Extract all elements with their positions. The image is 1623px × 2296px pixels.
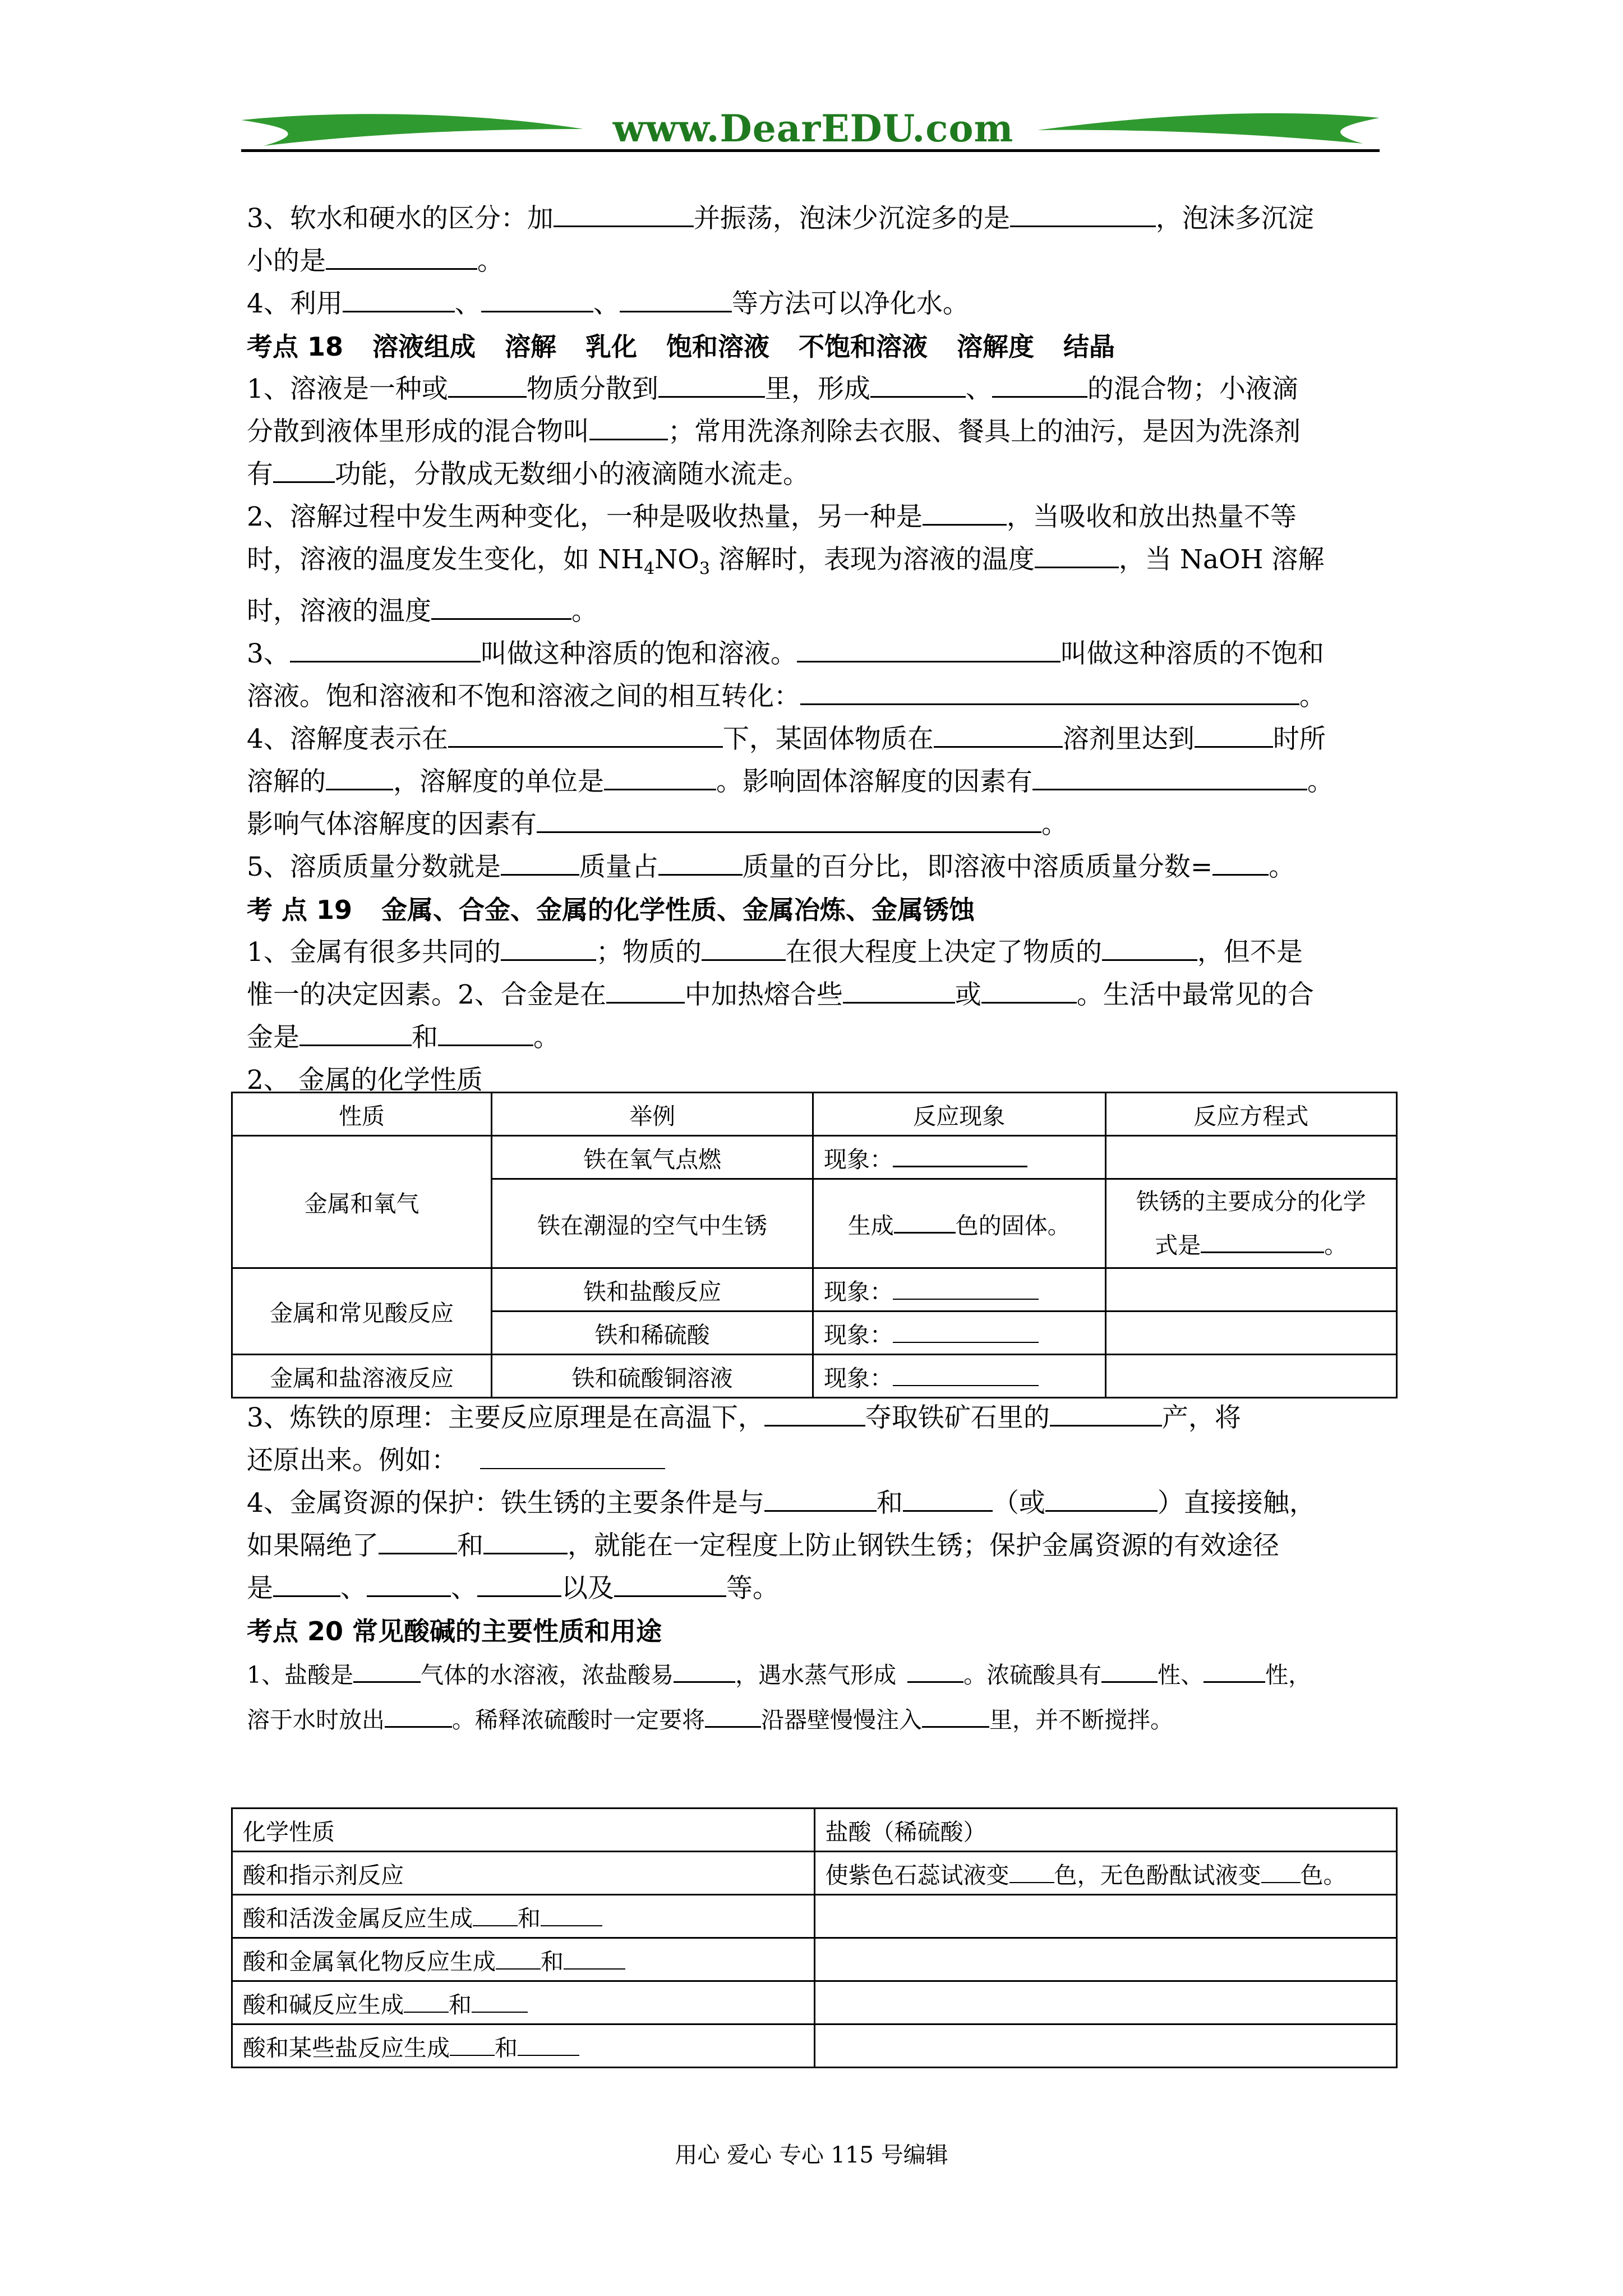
- blank[interactable]: [893, 1319, 1039, 1343]
- blank[interactable]: [992, 374, 1087, 398]
- table-row: 铁在潮湿的空气中生锈 生成 色的固体。 铁锈的主要成分的化学 式是 。: [232, 1179, 1397, 1268]
- blank[interactable]: [273, 1573, 340, 1597]
- blank[interactable]: [907, 1662, 963, 1683]
- blank[interactable]: [903, 1488, 993, 1512]
- blank[interactable]: [658, 852, 743, 876]
- table-header-row: 化学性质 盐酸（稀硫酸）: [232, 1809, 1397, 1852]
- blank[interactable]: [606, 979, 685, 1004]
- blank[interactable]: [893, 1363, 1039, 1386]
- item-saturated-solution: 3、 叫做这种溶质的饱和溶液。 叫做这种溶质的不饱和: [247, 638, 1324, 670]
- blank[interactable]: [1035, 544, 1119, 568]
- blank[interactable]: [1195, 724, 1273, 748]
- answer-cell[interactable]: [814, 1981, 1396, 2024]
- heading-kaodian-18: 考点 18 溶液组成 溶解 乳化 饱和溶液 不饱和溶液 溶解度 结晶: [247, 332, 1115, 362]
- blank[interactable]: [1102, 937, 1197, 961]
- blank[interactable]: [564, 1949, 625, 1970]
- blank[interactable]: [481, 288, 593, 312]
- item-metal-properties: 1、金属有很多共同的 ；物质的 在很大程度上决定了物质的 ，但不是: [247, 937, 1303, 968]
- blank[interactable]: [1045, 1488, 1158, 1512]
- blank[interactable]: [343, 288, 455, 312]
- blank[interactable]: [1010, 203, 1156, 227]
- table-row: 酸和指示剂反应 使紫色石蕊试液变 色，无色酚酞试液变 色。: [232, 1852, 1397, 1895]
- blank[interactable]: [448, 374, 527, 398]
- content: 3、软水和硬水的区分：加 并振荡，泡沫少沉淀多的是 ，泡沫多沉淀 小的是 。 4、利用 、 、 等方法可以净化水。 考点 18 溶液组成 溶解 乳化 饱和溶液 不饱和溶液 溶解度 结晶 1、溶液是一种或 物质分散到 里，形成 、 的混合物；小液滴 分散到液体里形成的混合物叫 ；常用洗涤剂除去衣服、餐具上的油污，是因为洗涤剂 有 功能，分散成无数细小的液滴随水流走。 2、溶解过程中发生两种变化，一种是吸收热量，另一种是 ，当吸收和放出热量不等 时，溶液的温度发生变化，如 $NH_4NO_3$ 溶解时，表现为溶液的温度 ，当 NaOH 溶解 时，溶液的温度 。 3、 叫做这种溶质的饱和溶液。 叫做这种溶质的不饱和 溶液。饱和溶液和不饱和溶液之间的相互转化： 。 4、溶解度表示在 下，某固体物质在 溶剂里达到 时所 溶解的 ，溶解度的单位是 。影响固体溶解度的因素有 。 影响气体溶解度的因素有 。 5、溶质质量分数就是 质量占 质量的百分比，即溶液中溶质质量分数= 。 考 点 19 金属、合金、金属的化学性质、金属冶炼、金属锈蚀 1、金属有很多共同的 ；物质的 在很大程度上决定了物质的 ，但不是 惟一的决定因素。2、合金是在 中加热熔合些 或 。生活中最常见的合 金是 和 。 2、 金属的化学性质: [247, 197, 1394, 1102]
- blank[interactable]: [438, 1022, 533, 1046]
- blank[interactable]: [674, 1662, 735, 1683]
- blank[interactable]: [658, 374, 765, 398]
- item-metal-protection: 4、金属资源的保护：铁生锈的主要条件是与 和 （或 ）直接接触，: [247, 1488, 1316, 1519]
- blank[interactable]: [501, 852, 579, 876]
- blank[interactable]: [473, 1906, 518, 1926]
- blank[interactable]: [483, 1530, 568, 1554]
- blank[interactable]: [541, 1906, 602, 1926]
- table-row: 酸和金属氧化物反应生成 和: [232, 1938, 1397, 1981]
- blank[interactable]: [870, 374, 966, 398]
- blank[interactable]: [554, 203, 694, 227]
- blank[interactable]: [326, 246, 477, 270]
- blank[interactable]: [518, 2036, 579, 2056]
- content-after-table: 3、炼铁的原理：主要反应原理是在高温下， 夺取铁矿石里的 产，将 还原出来。例如： 4、金属资源的保护：铁生锈的主要条件是与 和 （或 ）直接接触， 如果隔绝了 和 ，就能在一定程度上防止钢铁生锈；保护金属资源的有效途径 是 、 、 以及 等。 考点 20 常见酸碱的主要性质和用途 1、盐酸是 气体的水溶液，浓盐酸易 ，遇水蒸气形成 。浓硫酸具有 性、 性， 溶于水时放出 。稀释浓硫酸时一定要将 沿器壁慢慢注入 里，并不断搅拌。: [247, 1397, 1394, 1742]
- blank[interactable]: [1204, 1662, 1265, 1683]
- blank[interactable]: [800, 681, 1299, 705]
- blank[interactable]: [764, 1488, 877, 1512]
- blank[interactable]: [537, 809, 1041, 833]
- blank[interactable]: [923, 501, 1007, 526]
- blank[interactable]: [385, 1707, 452, 1728]
- table-header-row: 性质 举例 反应现象 反应方程式: [232, 1093, 1397, 1136]
- item-water-purify: 4、利用 、 、 等方法可以净化水。: [247, 288, 969, 319]
- blank[interactable]: [922, 1707, 989, 1728]
- answer-cell[interactable]: [814, 1938, 1396, 1981]
- blank[interactable]: [934, 724, 1063, 748]
- table-row: 酸和碱反应生成 和: [232, 1981, 1397, 2024]
- table-row: 金属和氧气 铁在氧气点燃 现象：: [232, 1136, 1397, 1179]
- blank[interactable]: [431, 596, 571, 620]
- site-brand[interactable]: www.DearEDU.com: [612, 107, 1014, 150]
- acid-properties-table: [231, 1807, 1398, 2068]
- answer-cell[interactable]: [1105, 1312, 1396, 1355]
- header-rule: [241, 149, 1380, 152]
- blank[interactable]: [379, 1530, 457, 1554]
- heading-kaodian-19: 考 点 19 金属、合金、金属的化学性质、金属冶炼、金属锈蚀: [247, 895, 975, 926]
- table-title-metal-chemistry: 2、 金属的化学性质: [247, 1065, 483, 1096]
- blank[interactable]: [1212, 852, 1269, 876]
- item-iron-smelting: 3、炼铁的原理：主要反应原理是在高温下， 夺取铁矿石里的 产，将: [247, 1402, 1241, 1433]
- answer-cell[interactable]: [814, 1895, 1396, 1938]
- blank[interactable]: [620, 288, 732, 312]
- item-soft-hard-water: 3、软水和硬水的区分：加 并振荡，泡沫少沉淀多的是 ，泡沫多沉淀: [247, 203, 1314, 234]
- item-dissolution-heat: 2、溶解过程中发生两种变化，一种是吸收热量，另一种是 ，当吸收和放出热量不等: [247, 501, 1297, 532]
- blank[interactable]: [893, 1276, 1039, 1300]
- blank[interactable]: [604, 766, 716, 790]
- item-solution-definition: 1、溶液是一种或 物质分散到 里，形成 、 的混合物；小液滴: [247, 374, 1298, 404]
- blank[interactable]: [893, 1143, 1027, 1167]
- blank[interactable]: [367, 1573, 451, 1597]
- heading-kaodian-20: 考点 20 常见酸碱的主要性质和用途: [247, 1616, 662, 1646]
- blank[interactable]: [981, 979, 1077, 1004]
- blank[interactable]: [894, 1209, 956, 1234]
- blank[interactable]: [764, 1402, 865, 1427]
- blank[interactable]: [480, 1446, 665, 1469]
- blank[interactable]: [353, 1662, 421, 1683]
- blank[interactable]: [797, 638, 1061, 662]
- blank[interactable]: [290, 638, 481, 662]
- item-mass-fraction: 5、溶质质量分数就是 质量占 质量的百分比，即溶液中溶质质量分数= 。: [247, 852, 1295, 883]
- item-solubility: 4、溶解度表示在 下，某固体物质在 溶剂里达到 时所: [247, 724, 1326, 755]
- blank[interactable]: [477, 1573, 561, 1597]
- blank[interactable]: [448, 724, 723, 748]
- blank[interactable]: [843, 979, 955, 1004]
- blank[interactable]: [404, 1993, 449, 2013]
- blank[interactable]: [589, 416, 668, 440]
- metal-chemistry-table: [231, 1092, 1398, 1398]
- blank[interactable]: [1201, 1229, 1324, 1253]
- blank[interactable]: [1050, 1402, 1162, 1427]
- blank[interactable]: [614, 1573, 726, 1597]
- blank[interactable]: [1261, 1863, 1301, 1883]
- page-footer: 用心 爱心 专心 115 号编辑: [675, 2142, 948, 2168]
- blank[interactable]: [496, 1949, 541, 1970]
- table-row: 金属和盐溶液反应 铁和硫酸铜溶液 现象：: [232, 1355, 1397, 1398]
- blank[interactable]: [299, 1022, 412, 1046]
- blank[interactable]: [273, 459, 335, 483]
- table-row: 酸和某些盐反应生成 和: [232, 2024, 1397, 2068]
- table-row: 金属和常见酸反应 铁和盐酸反应 现象：: [232, 1268, 1397, 1312]
- blank[interactable]: [1009, 1863, 1054, 1883]
- item-acid-properties: 1、盐酸是 气体的水溶液，浓盐酸易 ，遇水蒸气形成 。浓硫酸具有 性、 性，: [247, 1662, 1312, 1688]
- blank[interactable]: [450, 2036, 495, 2056]
- table-row: 酸和活泼金属反应生成 和: [232, 1895, 1397, 1938]
- blank[interactable]: [1032, 766, 1307, 790]
- table-row: 铁和稀硫酸 现象：: [232, 1312, 1397, 1355]
- blank[interactable]: [472, 1993, 528, 2013]
- answer-cell[interactable]: [814, 2024, 1396, 2068]
- blank[interactable]: [501, 937, 596, 961]
- blank[interactable]: [702, 937, 786, 961]
- answer-cell[interactable]: [1105, 1136, 1396, 1179]
- answer-cell[interactable]: [1105, 1268, 1396, 1312]
- answer-cell[interactable]: [1105, 1355, 1396, 1398]
- blank[interactable]: [326, 766, 393, 790]
- blank[interactable]: [1101, 1662, 1158, 1683]
- blank[interactable]: [705, 1707, 761, 1728]
